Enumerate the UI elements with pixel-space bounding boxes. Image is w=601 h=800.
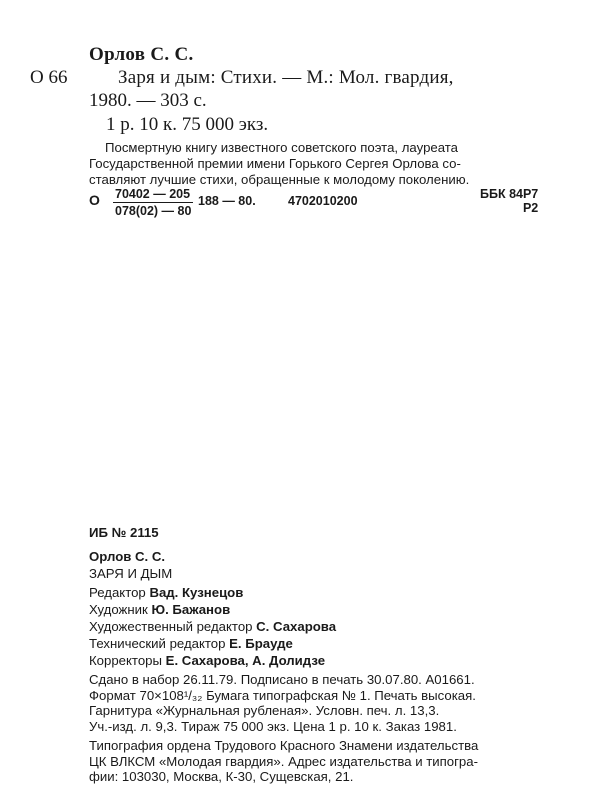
index-denominator: 078(02) — 80 — [115, 204, 192, 218]
printer-info-line: фии: 103030, Москва, К-30, Сущевская, 21. — [89, 769, 354, 784]
credit-name: Е. Брауде — [229, 636, 293, 651]
credit-editor — [89, 585, 243, 600]
credit-artist — [89, 602, 230, 617]
bbk-classification — [480, 187, 538, 215]
index-prefix: О — [89, 192, 100, 208]
index-code: 4702010200 — [288, 194, 358, 208]
credit-correctors — [89, 653, 325, 668]
bbk-line: ББК 84Р7 — [480, 187, 539, 201]
print-details-line: Уч.-изд. л. 9,3. Тираж 75 000 экз. Цена 1 р. 10 к. Заказ 1981. — [89, 718, 457, 734]
imprint-book-title: ЗАРЯ И ДЫМ — [89, 566, 173, 581]
index-numerator: 70402 — 205 — [113, 187, 193, 203]
print-details-line: Гарнитура «Журнальная рубленая». Условн. печ. л. 13,3. — [89, 703, 440, 718]
print-details-line: Сдано в набор 26.11.79. Подписано в печать 30.07.80. А01661. — [89, 672, 475, 687]
print-details — [89, 672, 554, 734]
annotation-line: ставляют лучшие стихи, обращенные к молодому поколению. — [89, 172, 470, 187]
catalog-annotation — [89, 140, 554, 188]
credit-name: С. Сахарова — [256, 619, 337, 634]
credit-label: Редактор — [89, 585, 146, 600]
printer-info-line: ЦК ВЛКСМ «Молодая гвардия». Адрес издательства и типогра- — [89, 753, 478, 769]
credit-name: Вад. Кузнецов — [149, 585, 244, 600]
credit-art-editor — [89, 619, 336, 634]
index-suffix: 188 — 80. — [198, 194, 256, 208]
annotation-line: Государственной премии имени Горького Сергея Орлова со- — [89, 156, 461, 171]
catalog-publication-line: 1980. — 303 с. — [89, 90, 207, 111]
catalog-author-heading: Орлов С. С. — [89, 44, 194, 65]
credit-label: Художник — [89, 602, 148, 617]
credit-name: Ю. Бажанов — [151, 602, 231, 617]
credit-label: Технический редактор — [89, 636, 226, 651]
printer-info — [89, 738, 554, 785]
credit-tech-editor — [89, 636, 293, 651]
catalog-price-line: 1 р. 10 к. 75 000 экз. — [106, 114, 269, 135]
catalog-code: О 66 — [30, 67, 68, 88]
annotation-line: Посмертную книгу известного советского поэта, лауреата — [105, 140, 459, 155]
credit-name: Е. Сахарова, А. Долидзе — [165, 653, 326, 668]
print-details-line: Формат 70×108¹/₃₂ Бумага типографская № 1. Печать высокая. — [89, 687, 476, 703]
index-fraction — [113, 187, 193, 218]
catalog-title-line: Заря и дым: Стихи. — М.: Мол. гвардия, — [118, 67, 454, 88]
imprint-author: Орлов С. С. — [89, 549, 166, 564]
credit-label: Художественный редактор — [89, 619, 253, 634]
bbk-line: Р2 — [522, 201, 539, 215]
printer-info-line: Типография ордена Трудового Красного Знамени издательства — [89, 738, 479, 753]
credit-label: Корректоры — [89, 653, 162, 668]
ib-number: ИБ № 2115 — [89, 525, 159, 540]
